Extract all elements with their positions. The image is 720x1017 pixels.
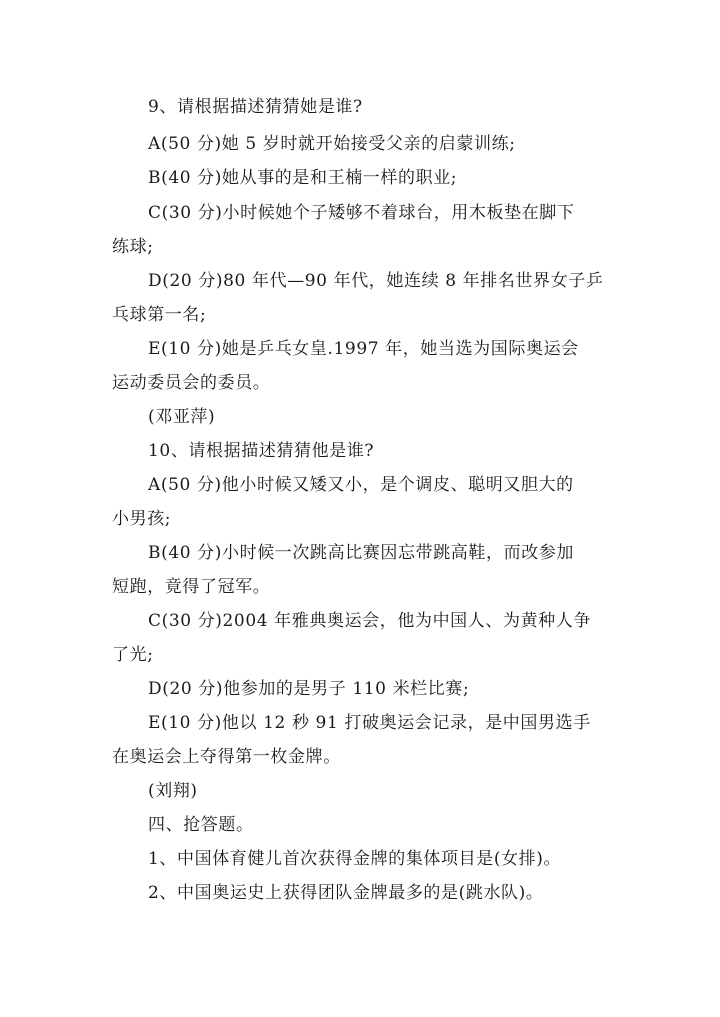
q10-clue-b-cont: 短跑，竟得了冠军。 — [112, 577, 271, 597]
question-9-heading: 9、请根据描述猜猜她是谁? — [148, 97, 363, 117]
q9-clue-e: E(10 分)她是乒乓女皇.1997 年，她当选为国际奥运会 — [148, 339, 579, 359]
q10-clue-e-cont: 在奥运会上夺得第一枚金牌。 — [112, 747, 341, 767]
q10-clue-c: C(30 分)2004 年雅典奥运会，他为中国人、为黄种人争 — [148, 611, 591, 631]
q9-clue-a: A(50 分)她 5 岁时就开始接受父亲的启蒙训练; — [148, 134, 516, 154]
q9-answer: (邓亚萍) — [148, 407, 216, 427]
q9-clue-d-cont: 乓球第一名; — [112, 305, 207, 325]
section-4-heading: 四、抢答题。 — [148, 815, 254, 835]
q10-clue-a: A(50 分)他小时候又矮又小，是个调皮、聪明又胆大的 — [148, 475, 574, 495]
q9-clue-b: B(40 分)她从事的是和王楠一样的职业; — [148, 168, 458, 188]
q9-clue-c-cont: 练球; — [112, 237, 154, 257]
q10-clue-c-cont: 了光; — [112, 645, 154, 665]
q10-clue-e: E(10 分)他以 12 秒 91 打破奥运会记录，是中国男选手 — [148, 713, 591, 733]
question-10-heading: 10、请根据描述猜猜他是谁? — [148, 441, 375, 461]
q10-answer: (刘翔) — [148, 781, 198, 801]
q9-clue-e-cont: 运动委员会的委员。 — [112, 373, 271, 393]
q9-clue-d: D(20 分)80 年代—90 年代，她连续 8 年排名世界女子乒 — [148, 271, 604, 291]
q9-clue-c: C(30 分)小时候她个子矮够不着球台，用木板垫在脚下 — [148, 203, 575, 223]
quick-answer-1: 1、中国体育健儿首次获得金牌的集体项目是(女排)。 — [148, 849, 562, 869]
quick-answer-2: 2、中国奥运史上获得团队金牌最多的是(跳水队)。 — [148, 883, 544, 903]
q10-clue-d: D(20 分)他参加的是男子 110 米栏比赛; — [148, 679, 470, 699]
q10-clue-a-cont: 小男孩; — [112, 509, 172, 529]
q10-clue-b: B(40 分)小时候一次跳高比赛因忘带跳高鞋，而改参加 — [148, 543, 574, 563]
